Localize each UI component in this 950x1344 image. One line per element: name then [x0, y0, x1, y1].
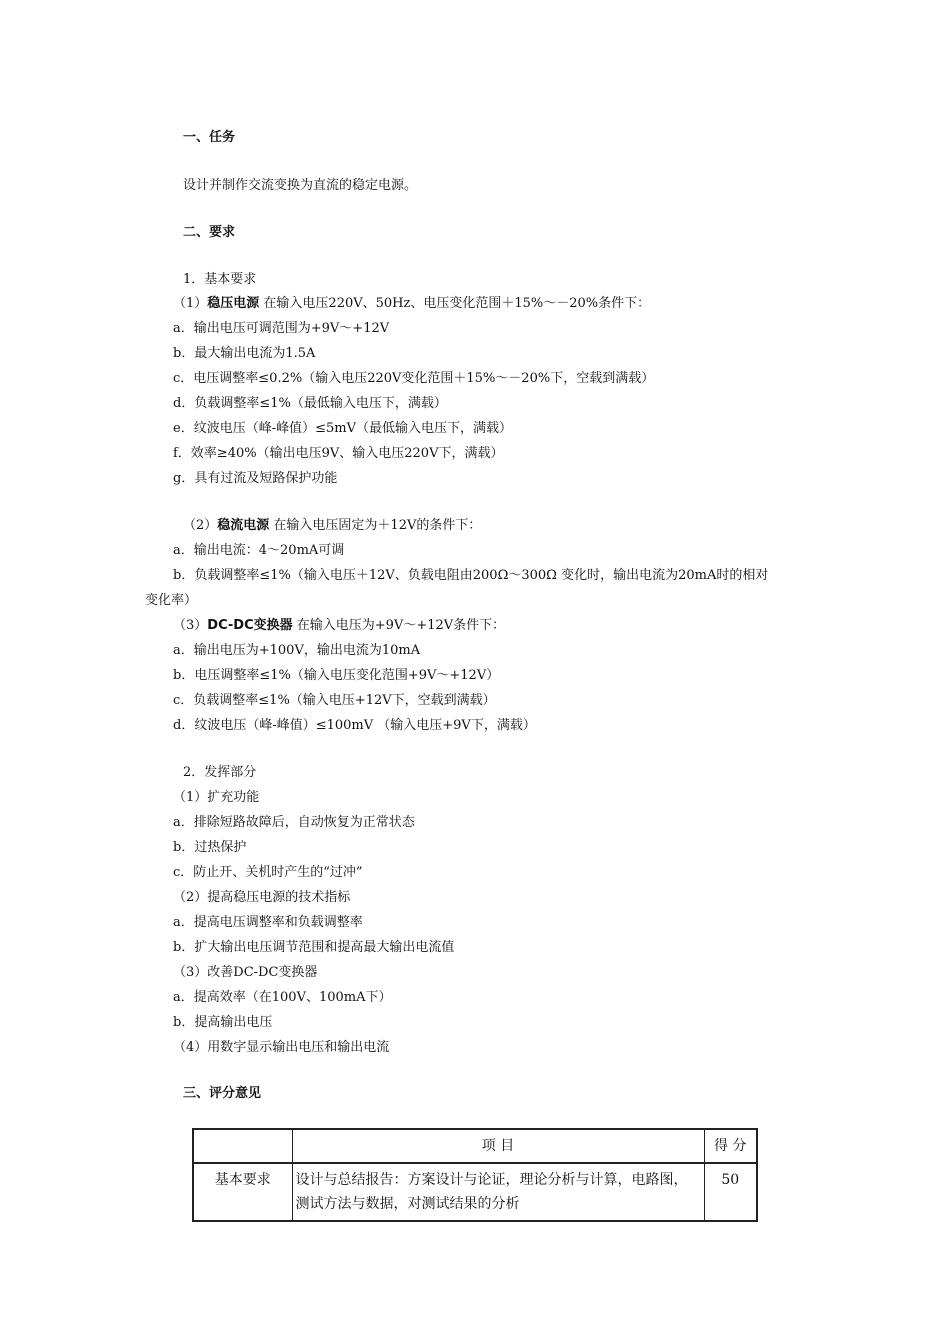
- list-item: d．负载调整率≤1%（最低输入电压下，满载）: [173, 396, 447, 411]
- list-item: a．提高效率（在100V、100mA下）: [173, 990, 392, 1005]
- list-item: b．最大输出电流为1.5A: [173, 346, 316, 361]
- item-cell: 设计与总结报告：方案设计与论证，理论分析与计算，电路图，测试方法与数据，对测试结果的分析: [292, 1163, 704, 1221]
- list-item: a．输出电流：4～20mA可调: [173, 543, 345, 558]
- section-task-title: 一、任务: [183, 130, 236, 145]
- regulated-supply-heading: （1）稳压电源 在输入电压220V、50Hz、电压变化范围＋15%～－20%条件下：: [173, 296, 651, 311]
- list-item: c．负载调整率≤1%（输入电压+12V下，空载到满载）: [173, 693, 496, 708]
- list-item: c．电压调整率≤0.2%（输入电压220V变化范围＋15%～－20%下，空载到满载）: [173, 371, 655, 386]
- list-item: b．电压调整率≤1%（输入电压变化范围+9V～+12V）: [173, 668, 500, 683]
- list-item: f．效率≥40%（输出电压9V、输入电压220V下，满载）: [173, 446, 504, 461]
- list-item: b．过热保护: [173, 840, 247, 855]
- list-item: （2）提高稳压电源的技术指标: [173, 890, 351, 905]
- table-row: [193, 1163, 757, 1221]
- scoring-table: [192, 1128, 758, 1222]
- header-category-cell: [193, 1129, 292, 1163]
- score-cell: 50: [704, 1163, 757, 1221]
- table-header-row: [193, 1129, 757, 1163]
- list-item: a．输出电压可调范围为+9V～+12V: [173, 321, 390, 336]
- list-item: b．负载调整率≤1%（输入电压＋12V、负载电阻由200Ω～300Ω 变化时，输出电流为20mA时的相对: [173, 568, 769, 583]
- header-item-cell: 项 目: [292, 1129, 704, 1163]
- list-item: a．提高电压调整率和负载调整率: [173, 915, 363, 930]
- category-cell: 基本要求: [193, 1163, 292, 1221]
- list-item: （4）用数字显示输出电压和输出电流: [173, 1040, 390, 1055]
- list-item: e．纹波电压（峰-峰值）≤5mV（最低输入电压下，满载）: [173, 421, 512, 436]
- list-item: d．纹波电压（峰-峰值）≤100mV （输入电压+9V下，满载）: [173, 718, 536, 733]
- list-item: a．排除短路故障后，自动恢复为正常状态: [173, 815, 415, 830]
- current-source-heading: （2）稳流电源 在输入电压固定为＋12V的条件下：: [183, 518, 482, 533]
- task-description: 设计并制作交流变换为直流的稳定电源。: [183, 178, 418, 193]
- list-item: b．提高输出电压: [173, 1015, 273, 1030]
- list-item: （1）扩充功能: [173, 790, 260, 805]
- basic-requirements-title: 1．基本要求: [183, 272, 257, 287]
- list-item-continuation: 变化率）: [145, 593, 198, 608]
- section-requirements-title: 二、要求: [183, 225, 236, 240]
- list-item: （3）改善DC-DC变换器: [173, 965, 318, 980]
- list-item: g．具有过流及短路保护功能: [173, 471, 338, 486]
- extension-title: 2．发挥部分: [183, 765, 257, 780]
- list-item: b．扩大输出电压调节范围和提高最大输出电流值: [173, 940, 455, 955]
- header-score-cell: 得 分: [704, 1129, 757, 1163]
- list-item: a．输出电压为+100V，输出电流为10mA: [173, 643, 421, 658]
- section-scoring-title: 三、评分意见: [183, 1086, 262, 1101]
- dcdc-converter-heading: （3）DC-DC变换器 在输入电压为+9V～+12V条件下：: [173, 618, 506, 633]
- list-item: c．防止开、关机时产生的“过冲”: [173, 865, 363, 880]
